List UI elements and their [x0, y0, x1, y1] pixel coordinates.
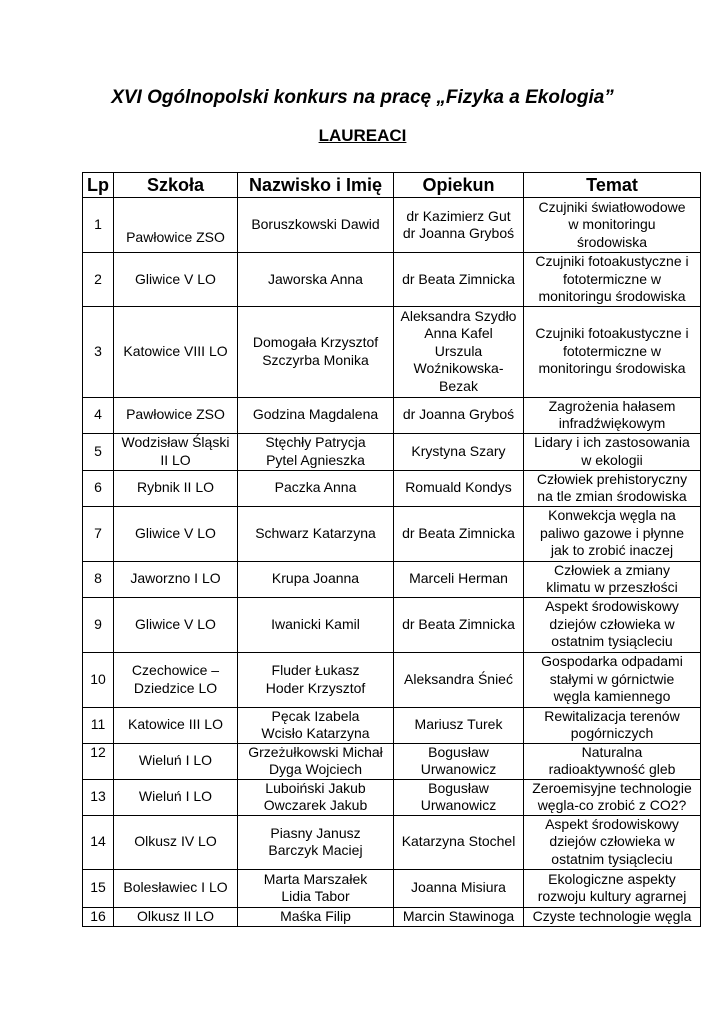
- cell-lp: 7: [83, 506, 114, 561]
- table-body: [83, 198, 701, 927]
- cell-topic: [524, 869, 701, 907]
- table-row: [83, 907, 701, 926]
- cell-line: Iwanicki Kamil: [271, 615, 360, 632]
- cell-line: Wieluń I LO: [138, 752, 213, 769]
- cell-line: Człowiek a zmiany: [554, 561, 670, 578]
- cell-lp: 5: [83, 433, 114, 470]
- cell-line: Marta Marszałek: [263, 870, 368, 887]
- table-row: [83, 198, 701, 253]
- cell-line: Aspekt środowiskowy: [545, 815, 679, 832]
- cell-line: Olkusz II LO: [136, 907, 215, 924]
- cell-line: Paczka Anna: [274, 479, 357, 496]
- cell-line: paliwo gazowe i płynne: [540, 524, 684, 541]
- cell-mentor: [394, 869, 524, 907]
- cell-line: Hoder Krzysztof: [265, 679, 366, 696]
- header-topic: Temat: [524, 173, 701, 198]
- cell-line: Ekologiczne aspekty: [548, 870, 676, 887]
- cell-line: Barczyk Maciej: [268, 842, 363, 858]
- header-school: Szkoła: [114, 173, 238, 198]
- cell-mentor: [394, 743, 524, 779]
- cell-line: monitoringu środowiska: [538, 288, 686, 304]
- cell-line: dziejów człowieka w: [549, 615, 675, 632]
- cell-line: II LO: [160, 451, 191, 468]
- cell-school: [114, 561, 238, 597]
- cell-topic: [524, 743, 701, 779]
- cell-line: Domogała Krzysztof: [252, 334, 379, 350]
- cell-line: Aleksandra Szydło: [400, 307, 517, 324]
- cell-line: infradźwiękowym: [558, 415, 666, 431]
- cell-line: Jaworska Anna: [268, 270, 363, 287]
- cell-line: Marcin Stawinoga: [402, 907, 515, 924]
- cell-line: rozwoju kultury agrarnej: [537, 888, 687, 904]
- cell-line: Wieluń I LO: [138, 788, 213, 805]
- cell-names: [238, 306, 394, 397]
- cell-line: Czyste technologie węgla: [532, 907, 692, 924]
- cell-lp: 8: [83, 561, 114, 597]
- cell-line: węgla-co zrobić z CO2?: [537, 797, 687, 813]
- table-row: [83, 652, 701, 707]
- cell-lp: 1: [83, 198, 114, 253]
- cell-line: Naturalna: [581, 743, 643, 760]
- cell-mentor: [394, 506, 524, 561]
- header-name: Nazwisko i Imię: [238, 173, 394, 198]
- cell-line: Jaworzno I LO: [130, 570, 221, 587]
- cell-line: dr Beata Zimnicka: [402, 524, 515, 541]
- cell-names: [238, 253, 394, 307]
- cell-topic: [524, 397, 701, 433]
- table-row: [83, 470, 701, 506]
- cell-line: Krupa Joanna: [271, 570, 360, 587]
- cell-names: [238, 815, 394, 869]
- cell-line: Rybnik II LO: [136, 479, 215, 496]
- cell-line: Luboiński Jakub: [265, 779, 366, 796]
- cell-line: Urwanowicz: [420, 761, 497, 777]
- cell-line: Pawłowice ZSO: [126, 228, 225, 245]
- cell-names: [238, 433, 394, 470]
- cell-school: [114, 907, 238, 926]
- cell-line: Wodzisław Śląski: [121, 434, 230, 450]
- cell-topic: [524, 306, 701, 397]
- cell-lp: 16: [83, 907, 114, 926]
- cell-mentor: [394, 652, 524, 707]
- cell-line: Urwanowicz: [420, 797, 497, 813]
- table-row: [83, 561, 701, 597]
- cell-mentor: [394, 306, 524, 397]
- cell-names: [238, 652, 394, 707]
- cell-line: stałymi w górnictwie: [549, 670, 675, 687]
- header-mentor: Opiekun: [394, 173, 524, 198]
- cell-line: środowiska: [576, 233, 648, 250]
- cell-line: Gliwice V LO: [135, 270, 216, 287]
- cell-mentor: [394, 397, 524, 433]
- cell-line: w monitoringu: [568, 216, 656, 233]
- cell-names: [238, 707, 394, 743]
- cell-line: Czujniki światłowodowe: [538, 198, 686, 215]
- cell-school: [114, 707, 238, 743]
- cell-line: Lidary i ich zastosowania: [534, 434, 690, 450]
- cell-line: pogórniczych: [570, 725, 654, 741]
- cell-names: [238, 779, 394, 815]
- laureates-table: [82, 172, 701, 927]
- cell-line: na tle zmian środowiska: [537, 488, 687, 504]
- cell-topic: [524, 253, 701, 307]
- cell-line: Boruszkowski Dawid: [251, 216, 380, 233]
- cell-line: Schwarz Katarzyna: [255, 524, 376, 541]
- cell-school: [114, 652, 238, 707]
- cell-line: fototermiczne w: [562, 270, 662, 287]
- cell-line: Godzina Magdalena: [252, 406, 379, 423]
- cell-line: dr Beata Zimnicka: [402, 270, 515, 287]
- cell-names: [238, 397, 394, 433]
- cell-line: dr Joanna Gryboś: [402, 406, 515, 423]
- cell-line: Dyga Wojciech: [268, 761, 363, 777]
- header-lp: Lp: [83, 173, 114, 198]
- cell-line: Bogusław: [428, 779, 489, 796]
- cell-topic: [524, 907, 701, 926]
- cell-names: [238, 506, 394, 561]
- cell-names: [238, 198, 394, 253]
- cell-lp: 14: [83, 815, 114, 869]
- cell-line: dziejów człowieka w: [549, 833, 675, 850]
- cell-line: Marceli Herman: [409, 570, 508, 587]
- cell-lp: 15: [83, 869, 114, 907]
- cell-line: Aspekt środowiskowy: [545, 598, 679, 615]
- table-row: [83, 815, 701, 869]
- cell-topic: [524, 652, 701, 707]
- cell-topic: [524, 707, 701, 743]
- cell-names: [238, 470, 394, 506]
- cell-mentor: [394, 779, 524, 815]
- cell-line: Bolesławiec I LO: [123, 879, 228, 896]
- cell-mentor: [394, 433, 524, 470]
- cell-line: dr Beata Zimnicka: [402, 615, 515, 632]
- cell-line: Anna Kafel: [424, 325, 493, 342]
- cell-line: Konwekcja węgla na: [548, 507, 676, 524]
- cell-line: Olkusz IV LO: [134, 833, 217, 850]
- table-row: [83, 779, 701, 815]
- cell-lp: 11: [83, 707, 114, 743]
- cell-line: Maśka Filip: [280, 907, 351, 924]
- cell-line: Rewitalizacja terenów: [544, 707, 680, 724]
- cell-line: Gospodarka odpadami: [541, 653, 683, 670]
- table-row: [83, 306, 701, 397]
- cell-line: jak to zrobić inaczej: [550, 542, 674, 559]
- table-row: [83, 506, 701, 561]
- cell-line: w ekologii: [581, 451, 643, 468]
- cell-line: Pytel Agnieszka: [266, 451, 365, 468]
- table-row: [83, 433, 701, 470]
- cell-line: ostatnim tysiącleciu: [551, 850, 673, 867]
- cell-line: Zagrożenia hałasem: [548, 397, 676, 414]
- cell-mentor: [394, 707, 524, 743]
- cell-school: [114, 779, 238, 815]
- cell-line: Krystyna Szary: [411, 442, 506, 459]
- cell-topic: [524, 506, 701, 561]
- table-row: [83, 743, 701, 779]
- cell-topic: [524, 433, 701, 470]
- cell-school: [114, 253, 238, 307]
- table-row: [83, 253, 701, 307]
- cell-line: Czujniki fotoakustyczne i: [535, 253, 689, 269]
- cell-lp: 9: [83, 597, 114, 652]
- cell-names: [238, 597, 394, 652]
- cell-mentor: [394, 907, 524, 926]
- table-row: [83, 869, 701, 907]
- cell-school: [114, 397, 238, 433]
- table-row: [83, 397, 701, 433]
- cell-line: Urszula: [434, 342, 483, 359]
- cell-school: [114, 869, 238, 907]
- table-header-row: [83, 173, 701, 198]
- table-row: [83, 707, 701, 743]
- cell-school: [114, 597, 238, 652]
- cell-names: [238, 869, 394, 907]
- cell-line: Pęcak Izabela: [271, 707, 360, 724]
- cell-line: Romuald Kondys: [405, 479, 512, 496]
- cell-line: Mariusz Turek: [414, 716, 503, 733]
- cell-line: Szczyrba Monika: [262, 351, 369, 368]
- cell-names: [238, 907, 394, 926]
- cell-line: radioaktywność gleb: [548, 761, 676, 777]
- cell-line: fototermiczne w: [562, 342, 662, 359]
- cell-topic: [524, 561, 701, 597]
- cell-school: [114, 433, 238, 470]
- cell-line: Człowiek prehistoryczny: [536, 470, 688, 487]
- cell-line: węgla kamiennego: [553, 688, 671, 705]
- cell-lp: 10: [83, 652, 114, 707]
- cell-names: [238, 561, 394, 597]
- cell-line: Czujniki fotoakustyczne i: [535, 325, 689, 342]
- cell-mentor: [394, 815, 524, 869]
- cell-names: [238, 743, 394, 779]
- cell-school: [114, 306, 238, 397]
- cell-line: klimatu w przeszłości: [546, 579, 678, 595]
- cell-lp: 2: [83, 253, 114, 307]
- cell-lp: 12: [83, 743, 114, 779]
- cell-line: Piasny Janusz: [270, 824, 361, 841]
- cell-line: Gliwice V LO: [135, 524, 216, 541]
- cell-line: Lidia Tabor: [281, 888, 350, 904]
- cell-line: ostatnim tysiącleciu: [551, 633, 673, 650]
- table-row: [83, 597, 701, 652]
- cell-topic: [524, 198, 701, 253]
- cell-school: [114, 815, 238, 869]
- cell-lp: 6: [83, 470, 114, 506]
- cell-mentor: [394, 198, 524, 253]
- cell-school: [114, 506, 238, 561]
- cell-school: [114, 470, 238, 506]
- cell-mentor: [394, 470, 524, 506]
- cell-line: Wcisło Katarzyna: [261, 725, 370, 741]
- cell-line: Aleksandra Śnieć: [404, 670, 513, 687]
- cell-line: Czechowice –: [131, 662, 220, 678]
- cell-line: Grzeżułkowski Michał: [248, 743, 383, 760]
- cell-topic: [524, 597, 701, 652]
- cell-topic: [524, 779, 701, 815]
- cell-mentor: [394, 561, 524, 597]
- cell-line: Zeroemisyjne technologie: [532, 779, 692, 796]
- cell-line: monitoringu środowiska: [538, 360, 686, 377]
- cell-line: Owczarek Jakub: [263, 797, 368, 813]
- cell-lp: 13: [83, 779, 114, 815]
- cell-line: Woźnikowska-: [413, 360, 504, 377]
- cell-topic: [524, 470, 701, 506]
- cell-mentor: [394, 253, 524, 307]
- cell-line: Pawłowice ZSO: [126, 406, 225, 423]
- cell-school: [114, 198, 238, 253]
- cell-line: Katarzyna Stochel: [401, 833, 516, 850]
- cell-line: Bogusław: [428, 743, 489, 760]
- cell-topic: [524, 815, 701, 869]
- cell-mentor: [394, 597, 524, 652]
- document-subtitle: LAUREACI: [318, 126, 407, 145]
- cell-line: dr Kazimierz Gut: [406, 207, 511, 224]
- cell-line: Bezak: [439, 377, 478, 394]
- cell-line: Fluder Łukasz: [271, 662, 360, 678]
- cell-line: Katowice III LO: [128, 716, 223, 733]
- cell-line: Stęchły Patrycja: [265, 434, 366, 450]
- cell-line: Katowice VIII LO: [123, 342, 228, 359]
- cell-line: Dziedzice LO: [133, 679, 218, 696]
- cell-line: Joanna Misiura: [411, 879, 506, 896]
- cell-lp: 3: [83, 306, 114, 397]
- cell-line: Gliwice V LO: [135, 615, 216, 632]
- cell-lp: 4: [83, 397, 114, 433]
- cell-line: dr Joanna Gryboś: [402, 225, 515, 241]
- cell-school: [114, 743, 238, 779]
- document-title: XVI Ogólnopolski konkurs na pracę „Fizyka a Ekologia”: [111, 87, 614, 108]
